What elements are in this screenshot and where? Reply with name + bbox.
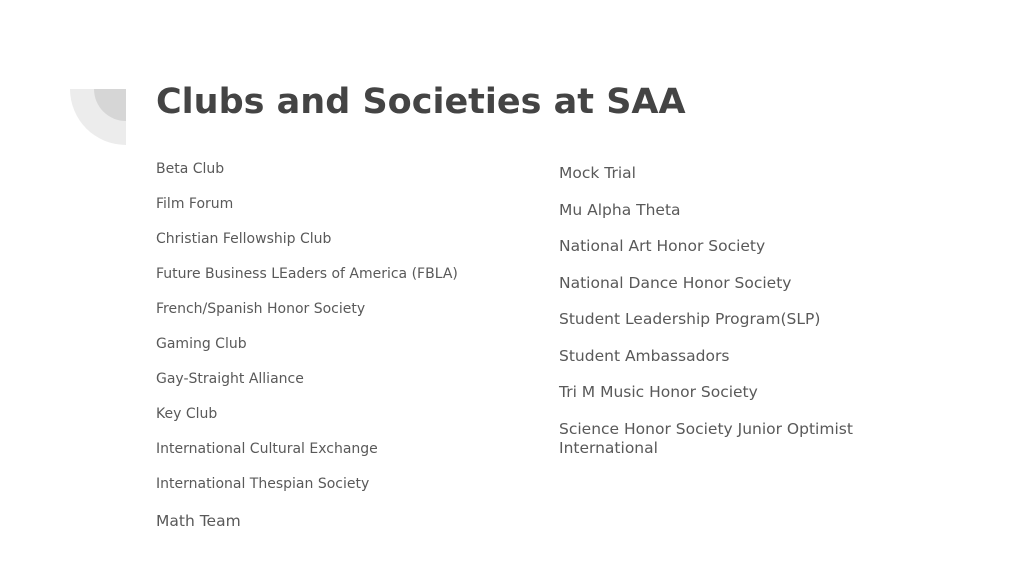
- club-item: Science Honor Society Junior Optimist International: [559, 419, 853, 457]
- corner-arc-decoration: [0, 0, 140, 160]
- club-item: Christian Fellowship Club: [156, 231, 332, 247]
- club-item: International Thespian Society: [156, 476, 370, 492]
- club-item: National Art Honor Society: [559, 237, 766, 255]
- club-item: Film Forum: [156, 196, 234, 212]
- club-item: Student Ambassadors: [559, 346, 730, 365]
- club-item: Mock Trial: [559, 164, 636, 182]
- club-item: Beta Club: [156, 161, 225, 177]
- club-item: Gay-Straight Alliance: [156, 371, 304, 387]
- club-item: Future Business LEaders of America (FBLA): [156, 266, 458, 282]
- slide-title: Clubs and Societies at SAA: [156, 82, 686, 122]
- club-item: Gaming Club: [156, 336, 247, 352]
- club-item: National Dance Honor Society: [559, 273, 792, 292]
- clubs-list-left: [156, 152, 536, 537]
- club-item: Mu Alpha Theta: [559, 200, 681, 219]
- club-item: French/Spanish Honor Society: [156, 301, 366, 317]
- club-item: Student Leadership Program(SLP): [559, 310, 821, 328]
- club-item: Tri M Music Honor Society: [559, 383, 758, 401]
- club-item: International Cultural Exchange: [156, 441, 378, 457]
- clubs-list-right: [559, 155, 889, 466]
- club-item: Math Team: [156, 512, 241, 530]
- club-item: Key Club: [156, 406, 218, 422]
